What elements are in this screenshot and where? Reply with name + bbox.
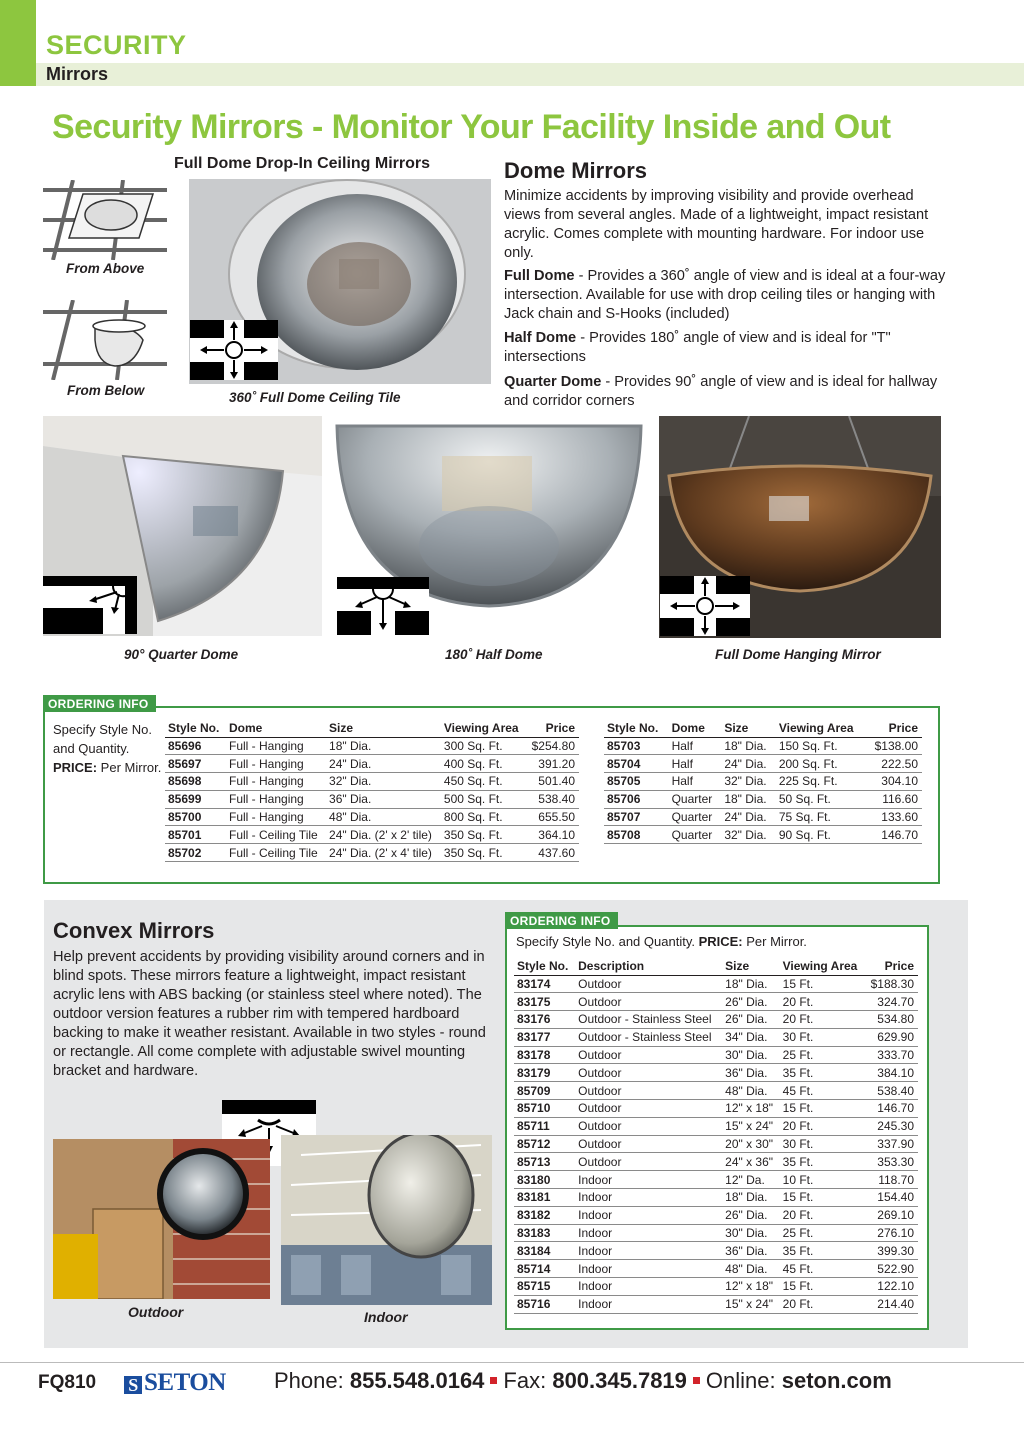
- table-row: [514, 1011, 918, 1029]
- header-accent-bar: [0, 0, 36, 86]
- cell-price: 353.30: [865, 1153, 918, 1171]
- cell-size: 12" Da.: [722, 1171, 779, 1189]
- cell-size: 26" Dia.: [722, 1206, 779, 1224]
- table-row: [165, 826, 579, 844]
- cell-style: 83174: [514, 975, 575, 993]
- caption-outdoor: Outdoor: [128, 1304, 184, 1320]
- table-row: [165, 755, 579, 773]
- table-row: [514, 1189, 918, 1207]
- cell-style: 85709: [514, 1082, 575, 1100]
- cell-desc: Quarter: [669, 826, 722, 844]
- cell-price: $254.80: [526, 737, 579, 755]
- cell-size: 15" x 24": [722, 1295, 779, 1313]
- cell-style: 85705: [604, 773, 669, 791]
- cell-viewing: 10 Ft.: [780, 1171, 866, 1189]
- cell-price: 122.10: [865, 1278, 918, 1296]
- cell-desc: Indoor: [575, 1295, 722, 1313]
- cell-style: 85716: [514, 1295, 575, 1313]
- cell-viewing: 25 Ft.: [780, 1224, 866, 1242]
- full-dome-text: - Provides a 360˚ angle of view and is ideal at a four-way intersection. Available for use with drop ceiling tiles or hanging with Jack chain and S-Hooks (included): [504, 268, 946, 322]
- cell-size: 32" Dia.: [721, 826, 776, 844]
- cell-viewing: 15 Ft.: [780, 1278, 866, 1296]
- col-price: Price: [526, 720, 579, 737]
- col-dome: Dome: [226, 720, 326, 737]
- table-row: [165, 737, 579, 755]
- cell-viewing: 800 Sq. Ft.: [441, 808, 526, 826]
- indoor-photo: [281, 1135, 492, 1305]
- table-row: [514, 975, 918, 993]
- cell-size: 30" Dia.: [722, 1046, 779, 1064]
- cell-price: 522.90: [865, 1260, 918, 1278]
- cell-size: 24" x 36": [722, 1153, 779, 1171]
- cell-style: 83181: [514, 1189, 575, 1207]
- cell-size: 34" Dia.: [722, 1028, 779, 1046]
- cell-style: 85710: [514, 1100, 575, 1118]
- cell-style: 85700: [165, 808, 226, 826]
- cell-price: 276.10: [865, 1224, 918, 1242]
- cell-desc: Outdoor: [575, 1135, 722, 1153]
- table-row: [514, 1171, 918, 1189]
- cell-viewing: 90 Sq. Ft.: [776, 826, 866, 844]
- cell-style: 83184: [514, 1242, 575, 1260]
- cell-style: 85701: [165, 826, 226, 844]
- cell-price: $188.30: [865, 975, 918, 993]
- cell-price: 154.40: [865, 1189, 918, 1207]
- cell-style: 85697: [165, 755, 226, 773]
- cell-size: 26" Dia.: [722, 993, 779, 1011]
- cell-style: 85707: [604, 808, 669, 826]
- table-row: [604, 755, 922, 773]
- cell-size: 36" Dia.: [326, 790, 441, 808]
- cell-price: 304.10: [866, 773, 922, 791]
- cell-size: 12" x 18": [722, 1100, 779, 1118]
- cell-desc: Outdoor - Stainless Steel: [575, 1011, 722, 1029]
- col-style: Style No.: [514, 958, 575, 975]
- caption-from-above: From Above: [66, 261, 145, 276]
- table-header-row: [165, 720, 579, 737]
- table-row: [165, 773, 579, 791]
- cell-style: 83180: [514, 1171, 575, 1189]
- quarter-dome-desc: [504, 373, 950, 411]
- cell-style: 83177: [514, 1028, 575, 1046]
- cell-desc: Half: [669, 755, 722, 773]
- website-link[interactable]: seton.com: [781, 1368, 892, 1393]
- cell-viewing: 45 Ft.: [780, 1260, 866, 1278]
- cell-size: 26" Dia.: [722, 1011, 779, 1029]
- cell-desc: Indoor: [575, 1224, 722, 1242]
- cell-size: 32" Dia.: [326, 773, 441, 791]
- table-row: [514, 1046, 918, 1064]
- cell-viewing: 200 Sq. Ft.: [776, 755, 866, 773]
- cell-price: 391.20: [526, 755, 579, 773]
- col-style: Style No.: [604, 720, 669, 737]
- seton-logo-mark-icon: S: [124, 1376, 142, 1394]
- cell-size: 32" Dia.: [721, 773, 776, 791]
- cell-desc: Indoor: [575, 1189, 722, 1207]
- cell-desc: Outdoor: [575, 1064, 722, 1082]
- cell-style: 85699: [165, 790, 226, 808]
- note-line-1: Specify Style No.: [53, 722, 152, 737]
- convex-heading: Convex Mirrors: [53, 918, 215, 943]
- ceiling-grid-below-icon: [43, 300, 167, 380]
- cell-viewing: 25 Ft.: [780, 1046, 866, 1064]
- footer-rule: [0, 1362, 1024, 1363]
- cell-price: 118.70: [865, 1171, 918, 1189]
- bullet-icon: [490, 1377, 497, 1384]
- cell-desc: Indoor: [575, 1206, 722, 1224]
- cell-price: 364.10: [526, 826, 579, 844]
- cell-desc: Full - Hanging: [226, 773, 326, 791]
- cell-price: 629.90: [865, 1028, 918, 1046]
- cell-size: 20" x 30": [722, 1135, 779, 1153]
- cell-desc: Full - Hanging: [226, 737, 326, 755]
- cell-viewing: 350 Sq. Ft.: [441, 844, 526, 862]
- price-text: Per Mirror.: [97, 760, 162, 775]
- contact-line: [274, 1368, 892, 1394]
- cell-size: 30" Dia.: [722, 1224, 779, 1242]
- cell-viewing: 20 Ft.: [780, 1117, 866, 1135]
- phone-label: Phone:: [274, 1368, 350, 1393]
- table-row: [165, 844, 579, 862]
- cell-style: 85706: [604, 790, 669, 808]
- cell-desc: Half: [669, 737, 722, 755]
- cell-price: 655.50: [526, 808, 579, 826]
- cell-style: 85714: [514, 1260, 575, 1278]
- price-label: PRICE:: [698, 934, 743, 949]
- cell-desc: Outdoor: [575, 1082, 722, 1100]
- quarter-dome-text: - Provides 90˚ angle of view and is ideal for hallway and corridor corners: [504, 374, 938, 409]
- page-title: Security Mirrors - Monitor Your Facility Inside and Out: [52, 108, 891, 146]
- page-number: FQ810: [38, 1372, 97, 1393]
- ordering-tab-convex: ORDERING INFO: [505, 912, 618, 929]
- cell-price: 333.70: [865, 1046, 918, 1064]
- cell-price: 245.30: [865, 1117, 918, 1135]
- half-dome-desc: [504, 329, 950, 367]
- cell-style: 83178: [514, 1046, 575, 1064]
- caption-half: 180˚ Half Dome: [445, 647, 543, 662]
- from-below-diagram: [43, 300, 167, 380]
- table-header-row: [514, 958, 918, 975]
- cell-price: 146.70: [866, 826, 922, 844]
- cell-style: 83176: [514, 1011, 575, 1029]
- cell-desc: Full - Hanging: [226, 755, 326, 773]
- cell-style: 85704: [604, 755, 669, 773]
- cell-size: 24" Dia.: [326, 755, 441, 773]
- phone-number[interactable]: 855.548.0164: [349, 1368, 485, 1393]
- cell-style: 83183: [514, 1224, 575, 1242]
- cell-style: 83182: [514, 1206, 575, 1224]
- full-dome-desc: [504, 267, 950, 324]
- cell-desc: Full - Ceiling Tile: [226, 826, 326, 844]
- cell-viewing: 20 Ft.: [780, 993, 866, 1011]
- cell-desc: Indoor: [575, 1242, 722, 1260]
- cell-viewing: 45 Ft.: [780, 1082, 866, 1100]
- table-row: [514, 1260, 918, 1278]
- half-dome-label: Half Dome: [504, 330, 577, 346]
- quarter-dome-label: Quarter Dome: [504, 374, 602, 390]
- cell-size: 24" Dia. (2' x 4' tile): [326, 844, 441, 862]
- cell-price: 337.90: [865, 1135, 918, 1153]
- subsection-title: Mirrors: [46, 64, 109, 84]
- price-text: Per Mirror.: [742, 934, 807, 949]
- cell-price: 214.40: [865, 1295, 918, 1313]
- ceiling-grid-above-icon: [43, 180, 167, 260]
- drop-in-title: Full Dome Drop-In Ceiling Mirrors: [174, 155, 431, 172]
- cell-desc: Outdoor - Stainless Steel: [575, 1028, 722, 1046]
- table-row: [514, 993, 918, 1011]
- price-label: PRICE:: [53, 760, 98, 775]
- table-row: [604, 773, 922, 791]
- col-viewing: Viewing Area: [780, 958, 866, 975]
- cell-price: $138.00: [866, 737, 922, 755]
- cell-size: 24" Dia. (2' x 2' tile): [326, 826, 441, 844]
- note-line-3: [53, 758, 161, 777]
- cell-viewing: 400 Sq. Ft.: [441, 755, 526, 773]
- cell-viewing: 350 Sq. Ft.: [441, 826, 526, 844]
- col-size: Size: [326, 720, 441, 737]
- cell-price: 222.50: [866, 755, 922, 773]
- table-header-row: [604, 720, 922, 737]
- caption-quarter: 90° Quarter Dome: [124, 647, 239, 662]
- dome-intro: Minimize accidents by improving visibility and provide overhead views from several angles. Made of a lightweight, impact resistant acrylic. Comes complete with mounting hardware. For indoor use only.: [504, 188, 929, 261]
- cell-style: 85712: [514, 1135, 575, 1153]
- cell-size: 48" Dia.: [326, 808, 441, 826]
- note-text: Specify Style No. and Quantity.: [516, 934, 699, 949]
- cell-style: 83179: [514, 1064, 575, 1082]
- cell-desc: Full - Ceiling Tile: [226, 844, 326, 862]
- table-row: [514, 1100, 918, 1118]
- table-row: [514, 1117, 918, 1135]
- cell-viewing: 150 Sq. Ft.: [776, 737, 866, 755]
- cell-size: 48" Dia.: [722, 1082, 779, 1100]
- cell-size: 12" x 18": [722, 1278, 779, 1296]
- col-viewing: Viewing Area: [441, 720, 526, 737]
- caption-from-below: From Below: [67, 383, 145, 398]
- convex-body: Help prevent accidents by providing visibility around corners and in blind spots. These mirrors feature a lightweight, impact resistant acrylic lens with ABS backing (or stainless steel where noted). The outdoor version features a rubber rim with tempered hardboard backing to make it weather resistant. Available in two styles - round or rectangle. All come complete with adjustable swivel mounting bracket and hardware.: [53, 949, 486, 1079]
- caption-ceiling-tile: 360˚ Full Dome Ceiling Tile: [229, 390, 401, 405]
- col-style: Style No.: [165, 720, 226, 737]
- cell-style: 85696: [165, 737, 226, 755]
- dome-table-left: [165, 720, 579, 862]
- col-description: Description: [575, 958, 722, 975]
- cell-viewing: 225 Sq. Ft.: [776, 773, 866, 791]
- cell-price: 269.10: [865, 1206, 918, 1224]
- cell-size: 18" Dia.: [722, 1189, 779, 1207]
- table-row: [514, 1295, 918, 1313]
- cell-desc: Outdoor: [575, 1046, 722, 1064]
- col-price: Price: [866, 720, 922, 737]
- cell-desc: Full - Hanging: [226, 790, 326, 808]
- cell-size: 24" Dia.: [721, 808, 776, 826]
- table-row: [514, 1278, 918, 1296]
- caption-hanging: Full Dome Hanging Mirror: [715, 647, 881, 662]
- table-row: [514, 1082, 918, 1100]
- table-row: [604, 790, 922, 808]
- cell-viewing: 15 Ft.: [780, 1189, 866, 1207]
- cell-price: 437.60: [526, 844, 579, 862]
- table-row: [604, 826, 922, 844]
- cell-viewing: 30 Ft.: [780, 1028, 866, 1046]
- half-dome-text: - Provides 180˚ angle of view and is ideal for "T" intersections: [504, 330, 891, 365]
- cell-price: 534.80: [865, 1011, 918, 1029]
- cell-style: 85703: [604, 737, 669, 755]
- cell-price: 384.10: [865, 1064, 918, 1082]
- cell-viewing: 50 Sq. Ft.: [776, 790, 866, 808]
- table-row: [604, 808, 922, 826]
- cell-size: 24" Dia.: [721, 755, 776, 773]
- ordering-note-convex: [516, 933, 807, 951]
- cell-viewing: 30 Ft.: [780, 1135, 866, 1153]
- table-row: [604, 737, 922, 755]
- cell-size: 18" Dia.: [721, 790, 776, 808]
- cell-size: 36" Dia.: [722, 1242, 779, 1260]
- caption-indoor: Indoor: [364, 1309, 408, 1325]
- cell-price: 146.70: [865, 1100, 918, 1118]
- cell-price: 538.40: [526, 790, 579, 808]
- table-row: [165, 790, 579, 808]
- cell-viewing: 35 Ft.: [780, 1064, 866, 1082]
- seton-brand: SETON: [144, 1369, 226, 1396]
- table-row: [514, 1206, 918, 1224]
- bullet-icon: [693, 1377, 700, 1384]
- cell-viewing: 300 Sq. Ft.: [441, 737, 526, 755]
- quarter-dome-view-icon: [43, 576, 137, 634]
- table-row: [514, 1153, 918, 1171]
- cell-desc: Indoor: [575, 1260, 722, 1278]
- cell-style: 83175: [514, 993, 575, 1011]
- cell-price: 116.60: [866, 790, 922, 808]
- cell-desc: Outdoor: [575, 1117, 722, 1135]
- ordering-note-dome: [53, 720, 161, 777]
- cell-desc: Outdoor: [575, 993, 722, 1011]
- from-above-diagram: [43, 180, 167, 260]
- ordering-tab-dome: ORDERING INFO: [43, 695, 156, 712]
- col-dome: Dome: [669, 720, 722, 737]
- fax-label: Fax:: [503, 1368, 553, 1393]
- cell-viewing: 35 Ft.: [780, 1153, 866, 1171]
- cell-viewing: 35 Ft.: [780, 1242, 866, 1260]
- col-viewing: Viewing Area: [776, 720, 866, 737]
- section-title: SECURITY: [46, 30, 187, 60]
- cell-desc: Quarter: [669, 790, 722, 808]
- cell-size: 36" Dia.: [722, 1064, 779, 1082]
- table-row: [514, 1135, 918, 1153]
- table-row: [514, 1028, 918, 1046]
- cell-desc: Full - Hanging: [226, 808, 326, 826]
- half-dome-view-icon: [337, 577, 429, 635]
- cell-viewing: 500 Sq. Ft.: [441, 790, 526, 808]
- cell-price: 399.30: [865, 1242, 918, 1260]
- cell-style: 85702: [165, 844, 226, 862]
- cell-style: 85698: [165, 773, 226, 791]
- cell-viewing: 450 Sq. Ft.: [441, 773, 526, 791]
- table-row: [514, 1242, 918, 1260]
- cell-desc: Quarter: [669, 808, 722, 826]
- cell-desc: Indoor: [575, 1171, 722, 1189]
- cell-desc: Outdoor: [575, 1100, 722, 1118]
- cell-viewing: 15 Ft.: [780, 1100, 866, 1118]
- table-row: [514, 1064, 918, 1082]
- hanging-view-icon: [660, 576, 750, 636]
- cell-desc: Half: [669, 773, 722, 791]
- table-row: [514, 1224, 918, 1242]
- seton-logo: [124, 1369, 226, 1397]
- cell-viewing: 20 Ft.: [780, 1011, 866, 1029]
- full-dome-label: Full Dome: [504, 268, 575, 284]
- cell-viewing: 75 Sq. Ft.: [776, 808, 866, 826]
- convex-table: [514, 958, 918, 1314]
- cell-size: 18" Dia.: [326, 737, 441, 755]
- cell-viewing: 15 Ft.: [780, 975, 866, 993]
- col-price: Price: [865, 958, 918, 975]
- online-label: Online:: [705, 1368, 782, 1393]
- cell-size: 15" x 24": [722, 1117, 779, 1135]
- cell-price: 538.40: [865, 1082, 918, 1100]
- dome-table-right: [604, 720, 922, 844]
- cell-size: 18" Dia.: [722, 975, 779, 993]
- cell-size: 48" Dia.: [722, 1260, 779, 1278]
- cell-desc: Outdoor: [575, 975, 722, 993]
- cell-style: 85711: [514, 1117, 575, 1135]
- cell-desc: Outdoor: [575, 1153, 722, 1171]
- cell-size: 18" Dia.: [721, 737, 776, 755]
- cell-price: 501.40: [526, 773, 579, 791]
- cell-viewing: 20 Ft.: [780, 1206, 866, 1224]
- table-row: [165, 808, 579, 826]
- outdoor-photo: [53, 1139, 270, 1299]
- note-line-2: and Quantity.: [53, 741, 130, 756]
- cell-style: 85708: [604, 826, 669, 844]
- col-size: Size: [721, 720, 776, 737]
- cell-price: 133.60: [866, 808, 922, 826]
- cell-viewing: 20 Ft.: [780, 1295, 866, 1313]
- cell-style: 85713: [514, 1153, 575, 1171]
- full-dome-view-icon: [190, 320, 278, 380]
- cell-desc: Indoor: [575, 1278, 722, 1296]
- col-size: Size: [722, 958, 779, 975]
- fax-number: 800.345.7819: [552, 1368, 687, 1393]
- cell-price: 324.70: [865, 993, 918, 1011]
- header-sub-band: [36, 63, 1024, 86]
- cell-style: 85715: [514, 1278, 575, 1296]
- dome-mirrors-heading: Dome Mirrors: [504, 158, 648, 183]
